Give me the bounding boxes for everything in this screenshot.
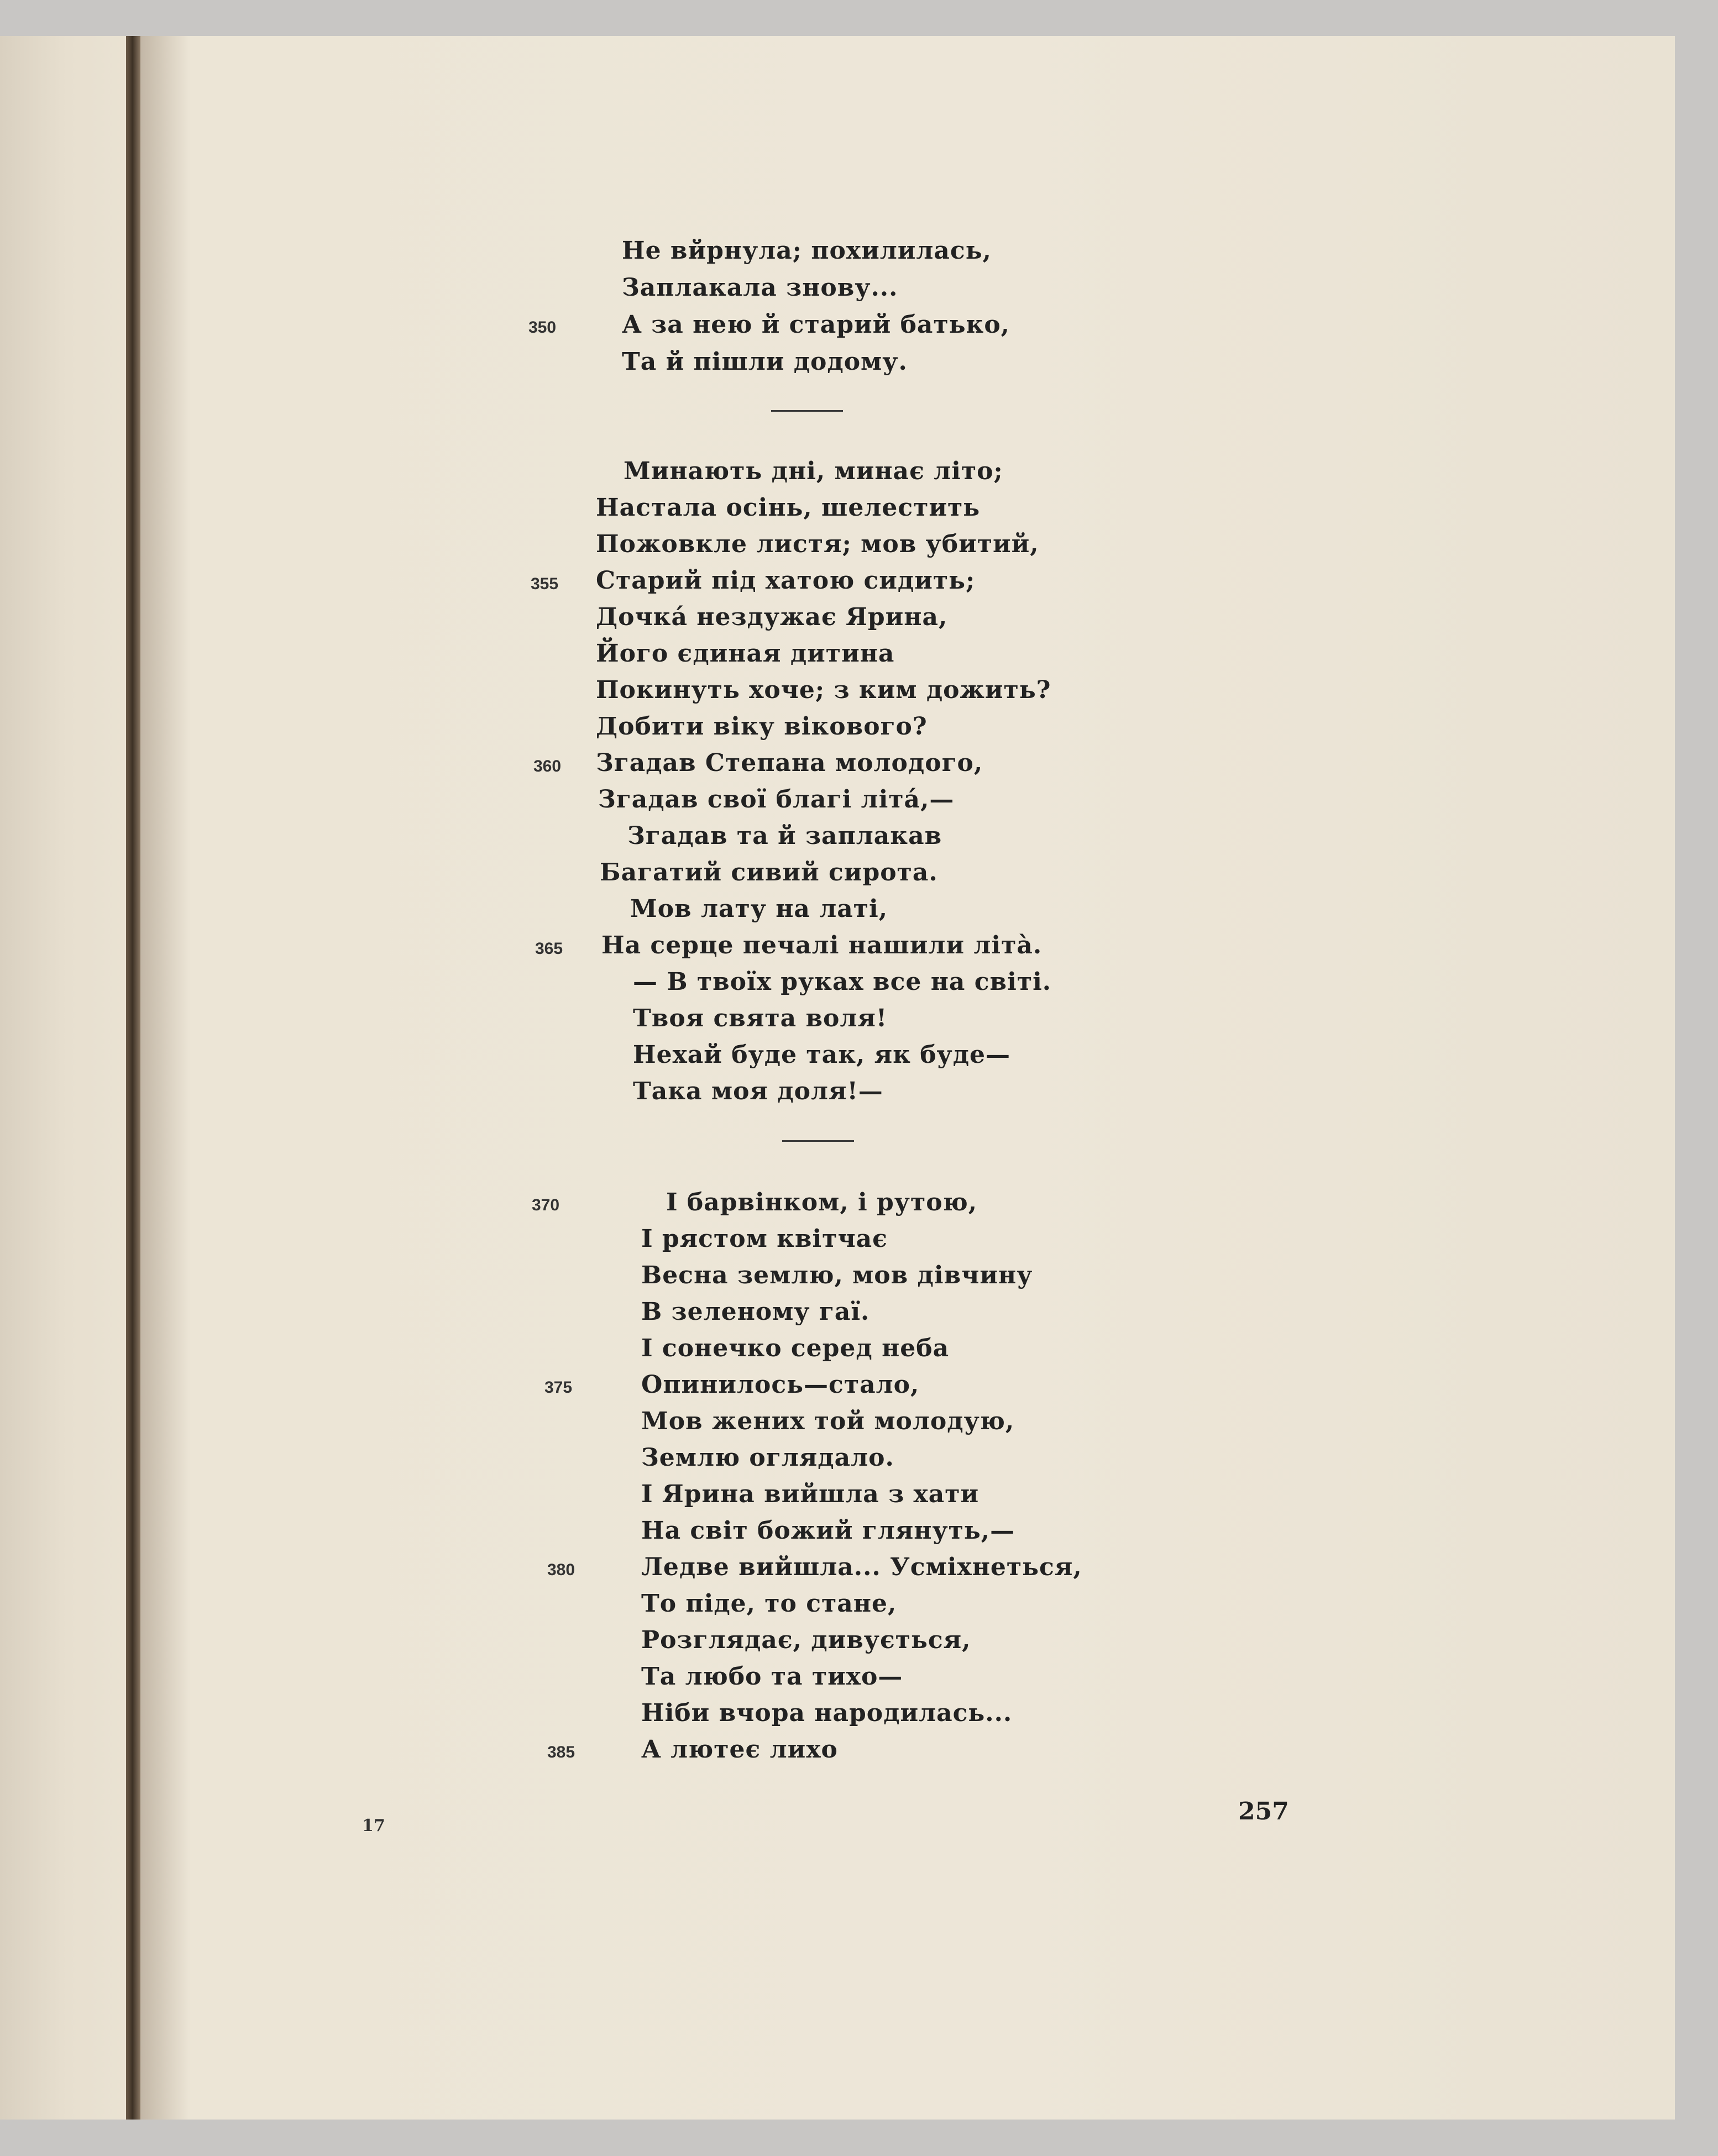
poem-line: Та й пішли додому. bbox=[622, 348, 908, 376]
line-number: 375 bbox=[544, 1378, 573, 1397]
poem-line: І рястом квітчає bbox=[641, 1225, 888, 1253]
poem-line: Така моя доля!— bbox=[633, 1077, 883, 1105]
poem-line: — В твоїх руках все на світі. bbox=[633, 968, 1052, 996]
poem-line: Настала осінь, шелестить bbox=[596, 494, 981, 522]
book-gutter bbox=[126, 36, 140, 2120]
line-number: 385 bbox=[547, 1743, 575, 1761]
poem-line: Твоя свята воля! bbox=[633, 1004, 888, 1032]
poem-line: А за нею й старий батько, bbox=[622, 311, 1010, 339]
poem-line: Згадав та й заплакав bbox=[627, 822, 942, 850]
poem-line: Добити віку вікового? bbox=[596, 712, 928, 741]
poem-line: Багатий сивий сирота. bbox=[600, 858, 938, 886]
poem-line: Дочкá нездужає Ярина, bbox=[596, 603, 948, 631]
poem-line: І сонечко серед неба bbox=[641, 1334, 950, 1362]
line-number: 380 bbox=[547, 1561, 575, 1579]
line-number: 360 bbox=[533, 757, 562, 775]
poem-line: Ніби вчора народилась... bbox=[641, 1699, 1013, 1727]
poem-line: Не вйрнула; похилилась, bbox=[622, 237, 992, 265]
poem-line: Та любо та тихо— bbox=[641, 1662, 903, 1691]
poem-line: Мов лату на латі, bbox=[630, 895, 888, 923]
page-number: 257 bbox=[1238, 1797, 1289, 1825]
poem-line: Розглядає, дивується, bbox=[641, 1626, 971, 1654]
signature-mark: 17 bbox=[362, 1816, 385, 1835]
line-number: 350 bbox=[528, 318, 557, 337]
gutter-shadow bbox=[140, 36, 190, 2120]
poem-line: А лютеє лихо bbox=[641, 1735, 838, 1764]
line-number: 365 bbox=[535, 940, 563, 958]
poem-line: Згадав свої благі літá,— bbox=[598, 785, 955, 814]
poem-line: Ледве вийшла... Усміхнеться, bbox=[641, 1553, 1082, 1581]
poem-line: Його єдиная дитина bbox=[596, 639, 895, 668]
poem-line: То піде, то стане, bbox=[641, 1590, 897, 1618]
poem-line: І Ярина вийшла з хати bbox=[641, 1480, 980, 1508]
poem-line: Землю оглядало. bbox=[641, 1444, 894, 1472]
poem-line: Покинуть хоче; з ким дожить? bbox=[596, 676, 1051, 704]
poem-line: На серце печалі нашили літà. bbox=[601, 931, 1043, 959]
poem-line: Заплакала знову... bbox=[622, 274, 898, 302]
poem-line: Мов жених той молодую, bbox=[641, 1407, 1015, 1435]
poem-line: І барвінком, і рутою, bbox=[666, 1188, 978, 1216]
poem-line: Минають дні, минає літо; bbox=[624, 457, 1003, 485]
poem-line: Опинилось—стало, bbox=[641, 1371, 920, 1399]
poem-line: Старий під хатою сидить; bbox=[596, 566, 976, 595]
poem-line: На світ божий глянуть,— bbox=[641, 1517, 1015, 1545]
section-divider bbox=[782, 1140, 854, 1142]
line-number: 355 bbox=[531, 575, 559, 593]
line-number: 370 bbox=[532, 1196, 560, 1214]
poem-line: Весна землю, мов дівчину bbox=[641, 1261, 1033, 1289]
poem-line: Нехай буде так, як буде— bbox=[633, 1041, 1011, 1069]
section-divider bbox=[771, 410, 843, 412]
poem-line: Згадав Степана молодого, bbox=[596, 749, 983, 777]
poem-line: В зеленому гаї. bbox=[641, 1298, 870, 1326]
poem-line: Пожовкле листя; мов убитий, bbox=[596, 530, 1039, 558]
